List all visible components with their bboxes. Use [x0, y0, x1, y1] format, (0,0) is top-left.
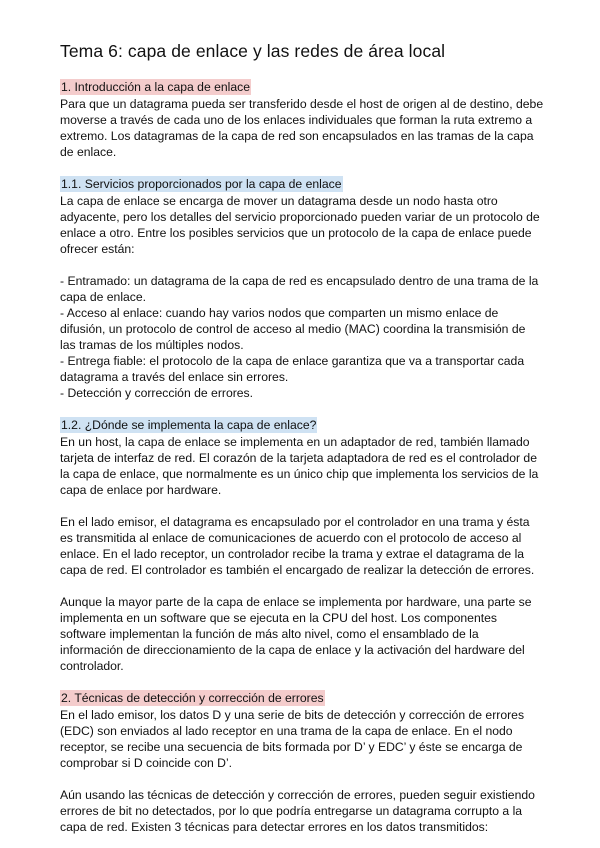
list-item: - Entrega fiable: el protocolo de la capa de enlace garantiza que va a transportar cada datagrama a través del enlace sin errores. [60, 354, 525, 384]
section-implementacion [60, 416, 544, 674]
list-item: - Acceso al enlace: cuando hay varios nodos que comparten un mismo enlace de difusión, un protocolo de control de acceso al medio (MAC) coordina la transmisión de las tramas de los múltiples nodos. [60, 306, 526, 352]
section-heading: 2. Técnicas de detección y corrección de errores [61, 691, 324, 705]
list-item: - Detección y corrección de errores. [60, 386, 254, 400]
subsection-heading: 1.2. ¿Dónde se implementa la capa de enlace? [61, 418, 317, 432]
subsection-heading: 1.1. Servicios proporcionados por la capa de enlace [61, 177, 342, 191]
section-tecnicas [60, 689, 544, 835]
paragraph-gap [60, 578, 544, 594]
document-title: Tema 6: capa de enlace y las redes de área local [60, 41, 446, 61]
paragraph: En el lado emisor, el datagrama es encapsulado por el controlador en una trama y ésta es transmitida al enlace de comunicaciones de acuerdo con el protocolo de acceso al enlace. En el lado receptor, un controlador recibe la trama y extrae el datagrama de la capa de red. El controlador es también el encargado de realizar la detección de errores. [60, 515, 535, 577]
paragraph-gap [60, 257, 544, 273]
paragraph-gap [60, 771, 544, 787]
paragraph: La capa de enlace se encarga de mover un datagrama desde un nodo hasta otro adyacente, pero los detalles del servicio proporcionado pueden variar de un protocolo de enlace a otro. Entre los posibles servicios que un protocolo de la capa de enlace puede ofrecer están: [60, 194, 540, 256]
list-item: - Entramado: un datagrama de la capa de red es encapsulado dentro de una trama de la capa de enlace. [60, 274, 539, 304]
paragraph: Para que un datagrama pueda ser transferido desde el host de origen al de destino, debe moverse a través de cada uno de los enlaces individuales que forman la ruta extremo a extremo. Los datagramas de la capa de red son encapsulados en las tramas de la capa de enlace. [60, 97, 544, 159]
paragraph: En un host, la capa de enlace se implementa en un adaptador de red, también llamado tarjeta de interfaz de red. El corazón de la tarjeta adaptadora de red es el controlador de la capa de enlace, que normalmente es un único chip que implementa los servicios de la capa de enlace por hardware. [60, 435, 539, 497]
section-introduccion [60, 78, 544, 160]
section-servicios [60, 175, 544, 401]
paragraph: En el lado emisor, los datos D y una serie de bits de detección y corrección de errores (EDC) son enviados al lado receptor en una trama de la capa de enlace. En el nodo receptor, se recibe una secuencia de bits formada por D’ y EDC’ y éste se encarga de comprobar si D coincide con D’. [60, 708, 525, 770]
paragraph: Aún usando las técnicas de detección y corrección de errores, pueden seguir existiendo errores de bit no detectados, por lo que podría entregarse un datagrama corrupto a la capa de red. Existen 3 técnicas para detectar errores en los datos transmitidos: [60, 788, 535, 834]
paragraph: Aunque la mayor parte de la capa de enlace se implementa por hardware, una parte se implementa en un software que se ejecuta en la CPU del host. Los componentes software implementan la función de más alto nivel, como el ensamblado de la información de direccionamiento de la capa de enlace y la activación del hardware del controlador. [60, 595, 532, 673]
section-heading: 1. Introducción a la capa de enlace [61, 80, 251, 94]
paragraph-gap [60, 498, 544, 514]
